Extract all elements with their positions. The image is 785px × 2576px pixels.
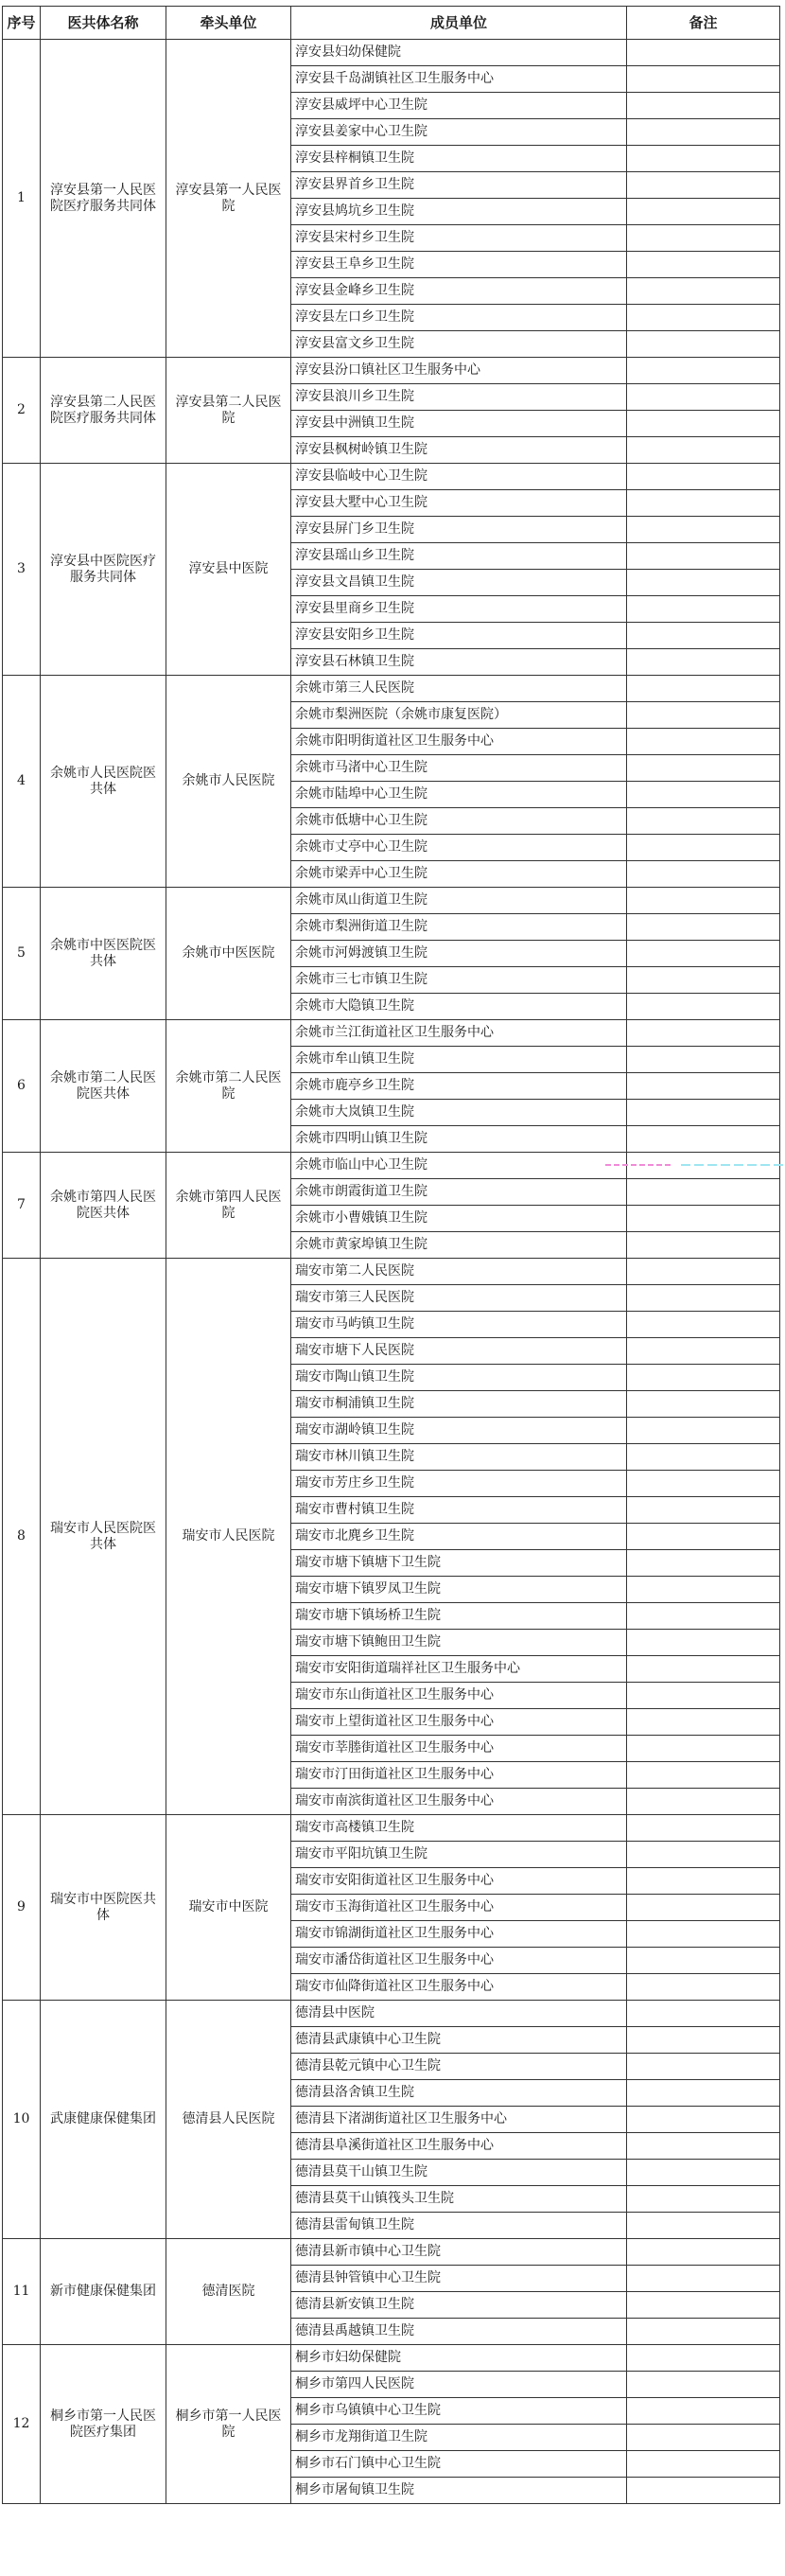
member-unit: 瑞安市马屿镇卫生院: [291, 1312, 627, 1338]
row-seq: 8: [3, 1259, 41, 1815]
member-unit: 淳安县梓桐镇卫生院: [291, 146, 627, 172]
note-cell: [627, 2054, 780, 2080]
note-cell: [627, 411, 780, 437]
member-unit: 瑞安市玉海街道社区卫生服务中心: [291, 1895, 627, 1921]
member-unit: 余姚市河姆渡镇卫生院: [291, 941, 627, 967]
lead-unit: 瑞安市中医院: [166, 1815, 291, 2001]
note-cell: [627, 1656, 780, 1683]
note-cell: [627, 1285, 780, 1312]
note-cell: [627, 225, 780, 252]
note-cell: [627, 1868, 780, 1895]
member-unit: 瑞安市湖岭镇卫生院: [291, 1418, 627, 1444]
note-cell: [627, 2133, 780, 2160]
member-unit: 瑞安市第三人民医院: [291, 1285, 627, 1312]
medical-alliance-table: [2, 6, 780, 2504]
table-row: [3, 2345, 780, 2372]
note-cell: [627, 1974, 780, 2001]
member-unit: 瑞安市安阳街道瑞祥社区卫生服务中心: [291, 1656, 627, 1683]
note-cell: [627, 1603, 780, 1630]
row-seq: 6: [3, 1020, 41, 1153]
note-cell: [627, 2001, 780, 2027]
note-cell: [627, 1073, 780, 1100]
note-cell: [627, 490, 780, 517]
note-cell: [627, 967, 780, 994]
member-unit: 淳安县中洲镇卫生院: [291, 411, 627, 437]
table-row: [3, 1020, 780, 1047]
note-cell: [627, 2319, 780, 2345]
row-seq: 2: [3, 358, 41, 464]
member-unit: 余姚市凤山街道卫生院: [291, 888, 627, 914]
member-unit: 瑞安市上望街道社区卫生服务中心: [291, 1709, 627, 1736]
note-cell: [627, 278, 780, 305]
table-body: [3, 40, 780, 2504]
member-unit: 淳安县威坪中心卫生院: [291, 93, 627, 119]
member-unit: 余姚市大隐镇卫生院: [291, 994, 627, 1020]
member-unit: 德清县雷甸镇卫生院: [291, 2213, 627, 2239]
note-cell: [627, 1100, 780, 1126]
member-unit: 瑞安市汀田街道社区卫生服务中心: [291, 1762, 627, 1789]
note-cell: [627, 1895, 780, 1921]
lead-unit: 淳安县第一人民医院: [166, 40, 291, 358]
member-unit: 瑞安市林川镇卫生院: [291, 1444, 627, 1471]
table-row: [3, 888, 780, 914]
lead-unit: 桐乡市第一人民医院: [166, 2345, 291, 2504]
member-unit: 瑞安市塘下镇鲍田卫生院: [291, 1630, 627, 1656]
member-unit: 淳安县千岛湖镇社区卫生服务中心: [291, 66, 627, 93]
table-row: [3, 1815, 780, 1842]
member-unit: 桐乡市乌镇镇中心卫生院: [291, 2398, 627, 2425]
note-cell: [627, 40, 780, 66]
note-cell: [627, 888, 780, 914]
member-unit: 瑞安市安阳街道社区卫生服务中心: [291, 1868, 627, 1895]
header-note: 备注: [627, 7, 780, 40]
note-cell: [627, 2425, 780, 2451]
note-cell: [627, 172, 780, 199]
member-unit: 淳安县界首乡卫生院: [291, 172, 627, 199]
member-unit: 瑞安市莘塍街道社区卫生服务中心: [291, 1736, 627, 1762]
member-unit: 余姚市四明山镇卫生院: [291, 1126, 627, 1153]
note-cell: [627, 93, 780, 119]
note-cell: [627, 1365, 780, 1391]
note-cell: [627, 2451, 780, 2478]
note-cell: [627, 1709, 780, 1736]
note-cell: [627, 1153, 780, 1179]
member-unit: 瑞安市高楼镇卫生院: [291, 1815, 627, 1842]
note-cell: [627, 1921, 780, 1948]
alliance-name: 桐乡市第一人民医院医疗集团: [41, 2345, 166, 2504]
note-cell: [627, 1047, 780, 1073]
member-unit: 德清县下渚湖街道社区卫生服务中心: [291, 2107, 627, 2133]
note-cell: [627, 2239, 780, 2266]
note-cell: [627, 1391, 780, 1418]
member-unit: 德清县莫干山镇筏头卫生院: [291, 2186, 627, 2213]
header-member-units: 成员单位: [291, 7, 627, 40]
row-seq: 5: [3, 888, 41, 1020]
alliance-name: 余姚市人民医院医共体: [41, 676, 166, 888]
note-cell: [627, 543, 780, 570]
note-cell: [627, 1789, 780, 1815]
note-cell: [627, 649, 780, 676]
member-unit: 德清县乾元镇中心卫生院: [291, 2054, 627, 2080]
member-unit: 余姚市丈亭中心卫生院: [291, 835, 627, 861]
member-unit: 余姚市兰江街道社区卫生服务中心: [291, 1020, 627, 1047]
note-cell: [627, 782, 780, 808]
note-cell: [627, 2080, 780, 2107]
member-unit: 淳安县妇幼保健院: [291, 40, 627, 66]
member-unit: 淳安县文昌镇卫生院: [291, 570, 627, 596]
note-cell: [627, 66, 780, 93]
member-unit: 瑞安市潘岱街道社区卫生服务中心: [291, 1948, 627, 1974]
member-unit: 瑞安市第二人民医院: [291, 1259, 627, 1285]
note-cell: [627, 305, 780, 331]
member-unit: 桐乡市龙翔街道卫生院: [291, 2425, 627, 2451]
member-unit: 德清县洛舍镇卫生院: [291, 2080, 627, 2107]
member-unit: 余姚市陆埠中心卫生院: [291, 782, 627, 808]
member-unit: 淳安县左口乡卫生院: [291, 305, 627, 331]
note-cell: [627, 2160, 780, 2186]
note-cell: [627, 358, 780, 384]
note-cell: [627, 1630, 780, 1656]
note-cell: [627, 1948, 780, 1974]
note-cell: [627, 2372, 780, 2398]
note-cell: [627, 2398, 780, 2425]
member-unit: 淳安县枫树岭镇卫生院: [291, 437, 627, 464]
member-unit: 瑞安市东山街道社区卫生服务中心: [291, 1683, 627, 1709]
row-seq: 10: [3, 2001, 41, 2239]
member-unit: 淳安县富文乡卫生院: [291, 331, 627, 358]
note-cell: [627, 199, 780, 225]
member-unit: 余姚市梨洲街道卫生院: [291, 914, 627, 941]
lead-unit: 余姚市中医医院: [166, 888, 291, 1020]
member-unit: 余姚市三七市镇卫生院: [291, 967, 627, 994]
header-alliance-name: 医共体名称: [41, 7, 166, 40]
row-seq: 7: [3, 1153, 41, 1259]
note-cell: [627, 2345, 780, 2372]
note-cell: [627, 1524, 780, 1550]
note-cell: [627, 676, 780, 702]
member-unit: 余姚市低塘中心卫生院: [291, 808, 627, 835]
member-unit: 淳安县石林镇卫生院: [291, 649, 627, 676]
member-unit: 淳安县王阜乡卫生院: [291, 252, 627, 278]
note-cell: [627, 1762, 780, 1789]
note-cell: [627, 1577, 780, 1603]
note-cell: [627, 729, 780, 755]
alliance-name: 余姚市第四人民医院医共体: [41, 1153, 166, 1259]
member-unit: 淳安县临岐中心卫生院: [291, 464, 627, 490]
alliance-name: 余姚市中医医院医共体: [41, 888, 166, 1020]
note-cell: [627, 994, 780, 1020]
member-unit: 瑞安市塘下镇罗凤卫生院: [291, 1577, 627, 1603]
member-unit: 余姚市鹿亭乡卫生院: [291, 1073, 627, 1100]
row-seq: 11: [3, 2239, 41, 2345]
alliance-name: 淳安县第一人民医院医疗服务共同体: [41, 40, 166, 358]
table-row: [3, 2239, 780, 2266]
row-seq: 3: [3, 464, 41, 676]
table-row: [3, 464, 780, 490]
note-cell: [627, 2292, 780, 2319]
member-unit: 余姚市朗霞街道卫生院: [291, 1179, 627, 1206]
member-unit: 余姚市阳明街道社区卫生服务中心: [291, 729, 627, 755]
member-unit: 德清县禹越镇卫生院: [291, 2319, 627, 2345]
member-unit: 余姚市梁弄中心卫生院: [291, 861, 627, 888]
note-cell: [627, 596, 780, 623]
member-unit: 桐乡市屠甸镇卫生院: [291, 2478, 627, 2504]
member-unit: 德清县阜溪街道社区卫生服务中心: [291, 2133, 627, 2160]
member-unit: 瑞安市塘下人民医院: [291, 1338, 627, 1365]
alliance-name: 瑞安市人民医院医共体: [41, 1259, 166, 1815]
member-unit: 德清县新安镇卫生院: [291, 2292, 627, 2319]
member-unit: 淳安县姜家中心卫生院: [291, 119, 627, 146]
member-unit: 余姚市大岚镇卫生院: [291, 1100, 627, 1126]
note-cell: [627, 2213, 780, 2239]
header-row: [3, 7, 780, 40]
note-cell: [627, 1418, 780, 1444]
note-cell: [627, 1471, 780, 1497]
lead-unit: 淳安县中医院: [166, 464, 291, 676]
note-cell: [627, 1497, 780, 1524]
member-unit: 淳安县汾口镇社区卫生服务中心: [291, 358, 627, 384]
member-unit: 德清县中医院: [291, 2001, 627, 2027]
note-cell: [627, 119, 780, 146]
member-unit: 淳安县里商乡卫生院: [291, 596, 627, 623]
note-cell: [627, 2266, 780, 2292]
member-unit: 淳安县浪川乡卫生院: [291, 384, 627, 411]
table-row: [3, 40, 780, 66]
note-cell: [627, 1179, 780, 1206]
member-unit: 桐乡市妇幼保健院: [291, 2345, 627, 2372]
note-cell: [627, 1020, 780, 1047]
member-unit: 瑞安市曹村镇卫生院: [291, 1497, 627, 1524]
note-cell: [627, 861, 780, 888]
alliance-name: 淳安县第二人民医院医疗服务共同体: [41, 358, 166, 464]
note-cell: [627, 570, 780, 596]
member-unit: 瑞安市塘下镇塘下卫生院: [291, 1550, 627, 1577]
note-cell: [627, 1736, 780, 1762]
note-cell: [627, 252, 780, 278]
member-unit: 余姚市黄家埠镇卫生院: [291, 1232, 627, 1259]
lead-unit: 余姚市人民医院: [166, 676, 291, 888]
table-row: [3, 1153, 780, 1179]
member-unit: 桐乡市第四人民医院: [291, 2372, 627, 2398]
lead-unit: 余姚市第二人民医院: [166, 1020, 291, 1153]
note-cell: [627, 384, 780, 411]
alliance-name: 瑞安市中医院医共体: [41, 1815, 166, 2001]
note-cell: [627, 2107, 780, 2133]
member-unit: 德清县钟管镇中心卫生院: [291, 2266, 627, 2292]
member-unit: 余姚市第三人民医院: [291, 676, 627, 702]
note-cell: [627, 941, 780, 967]
member-unit: 瑞安市锦湖街道社区卫生服务中心: [291, 1921, 627, 1948]
note-cell: [627, 146, 780, 172]
table-row: [3, 358, 780, 384]
member-unit: 余姚市临山中心卫生院: [291, 1153, 627, 1179]
note-cell: [627, 1338, 780, 1365]
note-cell: [627, 702, 780, 729]
note-cell: [627, 1683, 780, 1709]
lead-unit: 瑞安市人民医院: [166, 1259, 291, 1815]
member-unit: 瑞安市南滨街道社区卫生服务中心: [291, 1789, 627, 1815]
member-unit: 瑞安市仙降街道社区卫生服务中心: [291, 1974, 627, 2001]
note-cell: [627, 1259, 780, 1285]
note-cell: [627, 331, 780, 358]
note-cell: [627, 437, 780, 464]
lead-unit: 德清县人民医院: [166, 2001, 291, 2239]
member-unit: 余姚市梨洲医院（余姚市康复医院）: [291, 702, 627, 729]
member-unit: 淳安县安阳乡卫生院: [291, 623, 627, 649]
member-unit: 淳安县大墅中心卫生院: [291, 490, 627, 517]
member-unit: 瑞安市桐浦镇卫生院: [291, 1391, 627, 1418]
note-cell: [627, 464, 780, 490]
member-unit: 瑞安市塘下镇场桥卫生院: [291, 1603, 627, 1630]
member-unit: 余姚市小曹娥镇卫生院: [291, 1206, 627, 1232]
member-unit: 瑞安市平阳坑镇卫生院: [291, 1842, 627, 1868]
lead-unit: 淳安县第二人民医院: [166, 358, 291, 464]
member-unit: 瑞安市芳庄乡卫生院: [291, 1471, 627, 1497]
alliance-name: 新市健康保健集团: [41, 2239, 166, 2345]
header-seq: 序号: [3, 7, 41, 40]
note-cell: [627, 1232, 780, 1259]
note-cell: [627, 517, 780, 543]
header-lead-unit: 牵头单位: [166, 7, 291, 40]
table-row: [3, 676, 780, 702]
note-cell: [627, 1550, 780, 1577]
alliance-name: 武康健康保健集团: [41, 2001, 166, 2239]
table-row: [3, 2001, 780, 2027]
row-seq: 4: [3, 676, 41, 888]
note-cell: [627, 914, 780, 941]
row-seq: 9: [3, 1815, 41, 2001]
member-unit: 余姚市牟山镇卫生院: [291, 1047, 627, 1073]
member-unit: 瑞安市北麂乡卫生院: [291, 1524, 627, 1550]
note-cell: [627, 1842, 780, 1868]
row-seq: 1: [3, 40, 41, 358]
member-unit: 淳安县金峰乡卫生院: [291, 278, 627, 305]
member-unit: 淳安县瑶山乡卫生院: [291, 543, 627, 570]
note-cell: [627, 1815, 780, 1842]
member-unit: 瑞安市陶山镇卫生院: [291, 1365, 627, 1391]
note-cell: [627, 2478, 780, 2504]
note-cell: [627, 623, 780, 649]
member-unit: 德清县新市镇中心卫生院: [291, 2239, 627, 2266]
member-unit: 桐乡市石门镇中心卫生院: [291, 2451, 627, 2478]
note-cell: [627, 2027, 780, 2054]
lead-unit: 余姚市第四人民医院: [166, 1153, 291, 1259]
note-cell: [627, 1126, 780, 1153]
member-unit: 淳安县鸠坑乡卫生院: [291, 199, 627, 225]
member-unit: 德清县武康镇中心卫生院: [291, 2027, 627, 2054]
row-seq: 12: [3, 2345, 41, 2504]
lead-unit: 德清医院: [166, 2239, 291, 2345]
alliance-name: 淳安县中医院医疗服务共同体: [41, 464, 166, 676]
member-unit: 余姚市马渚中心卫生院: [291, 755, 627, 782]
table-row: [3, 1259, 780, 1285]
note-cell: [627, 835, 780, 861]
note-cell: [627, 808, 780, 835]
note-cell: [627, 755, 780, 782]
alliance-name: 余姚市第二人民医院医共体: [41, 1020, 166, 1153]
note-cell: [627, 2186, 780, 2213]
note-cell: [627, 1312, 780, 1338]
member-unit: 淳安县宋村乡卫生院: [291, 225, 627, 252]
note-cell: [627, 1444, 780, 1471]
note-cell: [627, 1206, 780, 1232]
member-unit: 淳安县屏门乡卫生院: [291, 517, 627, 543]
member-unit: 德清县莫干山镇卫生院: [291, 2160, 627, 2186]
